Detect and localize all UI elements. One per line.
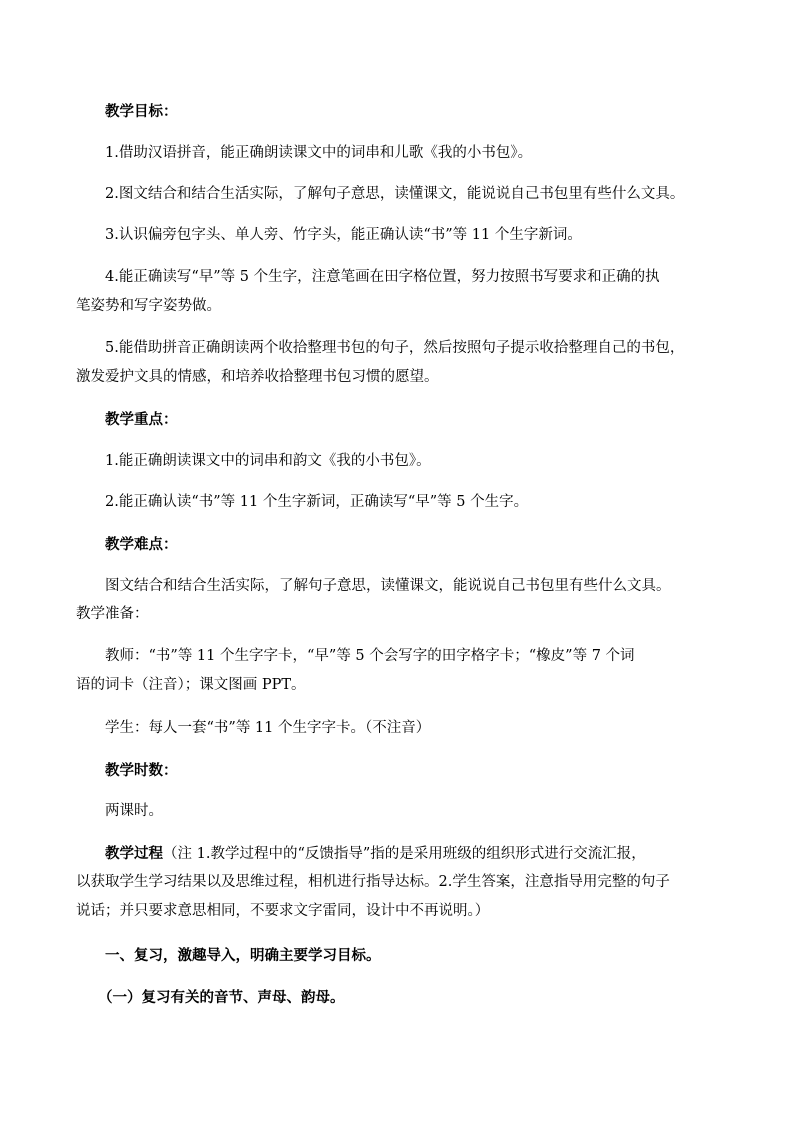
goal-3: 3.认识偏旁包字头、单人旁、竹字头，能正确认读“书”等 11 个生字新词。	[105, 227, 582, 243]
key-point-2: 2.能正确认读“书”等 11 个生字新词，正确读写“早”等 5 个生字。	[105, 494, 529, 510]
goal-4-line-1: 4.能正确读写“早”等 5 个生字，注意笔画在田字格位置，努力按照书写要求和正确的执	[105, 269, 660, 285]
prep-student: 学生：每人一套“书”等 11 个生字字卡。（不注音）	[105, 720, 431, 736]
process-note-line-2: 以获取学生学习结果以及思维过程，相机进行指导达标。2.学生答案，注意指导用完整的句子	[76, 874, 670, 890]
heading-teaching-hours: 教学时数：	[105, 762, 178, 779]
difficult-point: 图文结合和结合生活实际，了解句子意思，读懂课文，能说说自己书包里有些什么文具。	[105, 578, 671, 594]
goal-2: 2.图文结合和结合生活实际，了解句子意思，读懂课文，能说说自己书包里有些什么文具。	[105, 186, 685, 202]
goal-5-line-2: 激发爱护文具的情感，和培养收拾整理书包习惯的愿望。	[76, 369, 439, 385]
section-1-heading: 一、复习，激趣导入，明确主要学习目标。	[105, 947, 381, 964]
section-1-subheading: （一）复习有关的音节、声母、韵母。	[98, 989, 345, 1006]
heading-teaching-preparation: 教学准备：	[76, 606, 149, 622]
process-note-part-1: （注 1.教学过程中的“反馈指导”指的是采用班级的组织形式进行交流汇报，	[163, 846, 646, 862]
teaching-hours: 两课时。	[105, 803, 163, 819]
heading-teaching-process: 教学过程	[105, 845, 163, 862]
key-point-1: 1.能正确朗读课文中的词串和韵文《我的小书包》。	[105, 453, 431, 469]
heading-difficult-points: 教学难点：	[105, 536, 178, 553]
process-line-1	[76, 842, 738, 866]
heading-key-points: 教学重点：	[105, 411, 178, 428]
heading-teaching-goals: 教学目标：	[105, 103, 178, 120]
process-note-line-3: 说话；并只要求意思相同，不要求文字雷同，设计中不再说明。）	[76, 903, 490, 919]
goal-1: 1.借助汉语拼音，能正确朗读课文中的词串和儿歌《我的小书包》。	[105, 145, 533, 161]
goal-5-line-1: 5.能借助拼音正确朗读两个收拾整理书包的句子，然后按照句子提示收拾整理自己的书包，	[105, 340, 685, 356]
goal-4-line-2: 笔姿势和写字姿势做。	[76, 298, 221, 314]
prep-teacher-line-2: 语的词卡（注音）；课文图画 PPT。	[76, 677, 306, 693]
prep-teacher-line-1: 教师：“书”等 11 个生字字卡，“早”等 5 个会写字的田字格字卡；“橡皮”等 7 个词	[105, 648, 635, 664]
